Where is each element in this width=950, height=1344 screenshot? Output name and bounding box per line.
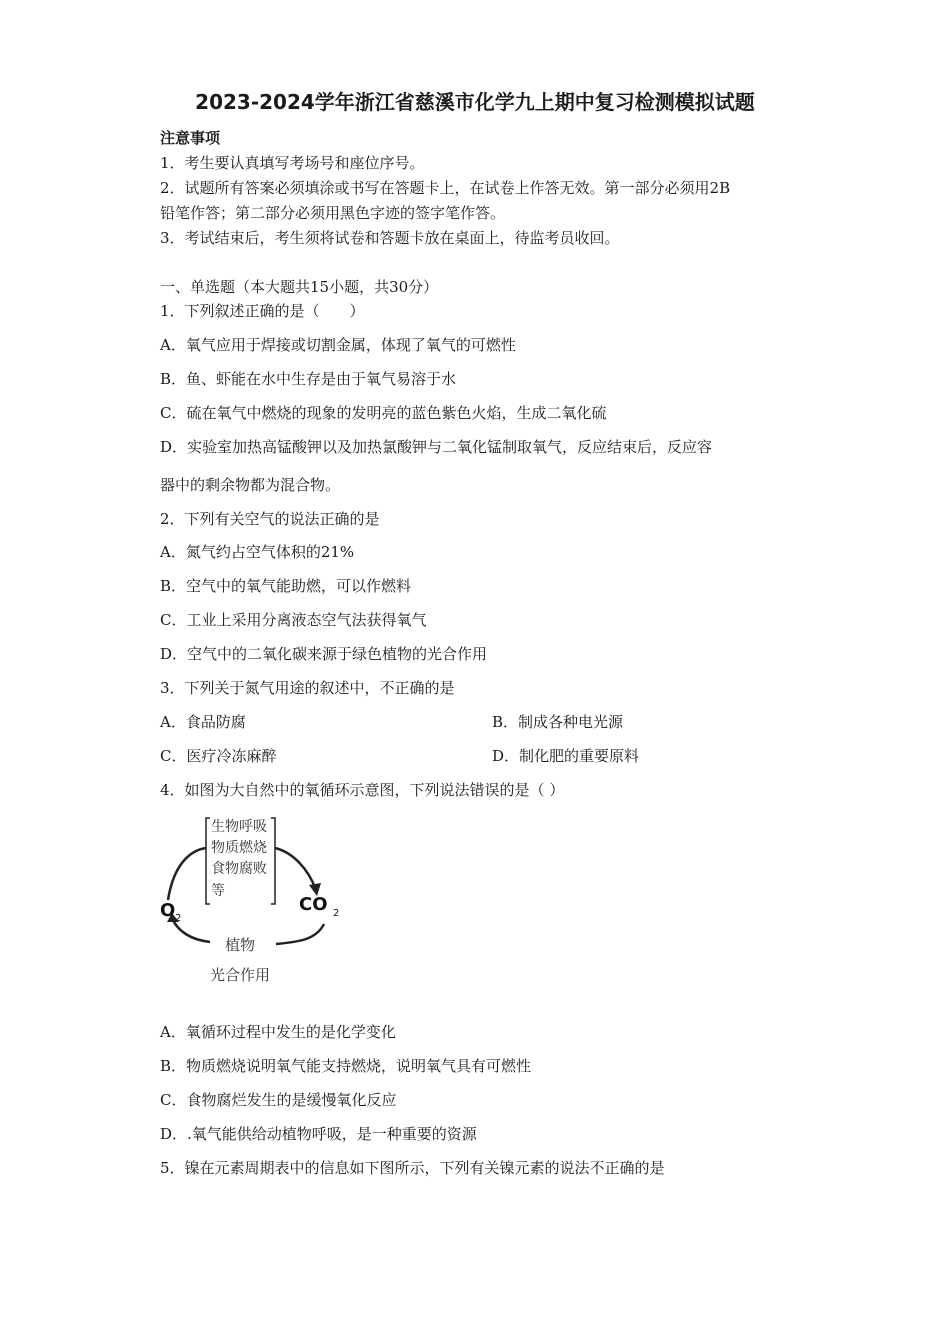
q2-option-d: D．空气中的二氧化碳来源于绿色植物的光合作用 xyxy=(160,645,488,663)
q4-stem: 4．如图为大自然中的氧循环示意图，下列说法错误的是（ ） xyxy=(160,781,565,799)
q4-option-d: D．.氧气能供给动植物呼吸，是一种重要的资源 xyxy=(160,1125,477,1143)
diagram-co2-label: CO xyxy=(299,894,328,915)
notice-item-1: 1．考生要认真填写考场号和座位序号。 xyxy=(160,154,425,172)
diagram-plant-label: 植物 xyxy=(225,936,256,954)
upper-left-arc xyxy=(168,848,206,900)
q4-option-b: B．物质燃烧说明氧气能支持燃烧，说明氧气具有可燃性 xyxy=(160,1057,532,1075)
section-heading: 一、单选题（本大题共15小题，共30分） xyxy=(160,278,439,296)
q4-option-a: A．氧循环过程中发生的是化学变化 xyxy=(160,1023,396,1041)
lower-right-arc xyxy=(276,924,324,944)
diagram-top-item-4: 等 xyxy=(211,883,225,899)
q1-option-b: B．鱼、虾能在水中生存是由于氧气易溶于水 xyxy=(160,370,457,388)
notice-item-2: 2．试题所有答案必须填涂或书写在答题卡上，在试卷上作答无效。第一部分必须用2B xyxy=(160,179,731,197)
q2-option-b: B．空气中的氧气能助燃，可以作燃料 xyxy=(160,577,412,595)
q2-stem: 2．下列有关空气的说法正确的是 xyxy=(160,510,380,528)
upper-right-arc xyxy=(275,848,316,890)
q1-option-a: A．氧气应用于焊接或切割金属，体现了氧气的可燃性 xyxy=(160,336,516,354)
q1-option-d-cont: 器中的剩余物都为混合物。 xyxy=(160,476,341,494)
q3-option-c: C．医疗冷冻麻醉 xyxy=(160,747,277,765)
q4-option-c: C．食物腐烂发生的是缓慢氧化反应 xyxy=(160,1091,397,1109)
diagram-top-item-3: 食物腐败 xyxy=(211,861,267,877)
diagram-o2-sub: 2 xyxy=(175,913,182,924)
q5-stem: 5．镍在元素周期表中的信息如下图所示，下列有关镍元素的说法不正确的是 xyxy=(160,1159,665,1177)
q3-option-b: B．制成各种电光源 xyxy=(492,713,624,731)
diagram-top-item-2: 物质燃烧 xyxy=(211,840,267,856)
notice-heading: 注意事项 xyxy=(160,129,221,147)
diagram-photosynthesis-label: 光合作用 xyxy=(210,966,271,984)
page-title: 2023-2024学年浙江省慈溪市化学九上期中复习检测模拟试题 xyxy=(195,90,755,114)
q3-option-a: A．食品防腐 xyxy=(160,713,246,731)
oxygen-cycle-diagram xyxy=(158,812,358,992)
q1-stem: 1．下列叙述正确的是（ ） xyxy=(160,302,365,320)
q3-stem: 3．下列关于氮气用途的叙述中，不正确的是 xyxy=(160,679,455,697)
diagram-o2-label: O xyxy=(160,900,176,921)
q1-option-d: D．实验室加热高锰酸钾以及加热氯酸钾与二氧化锰制取氧气，反应结束后，反应容 xyxy=(160,438,713,456)
diagram-top-item-1: 生物呼吸 xyxy=(211,819,267,835)
q1-option-c: C．硫在氧气中燃烧的现象的发明亮的蓝色紫色火焰，生成二氧化硫 xyxy=(160,404,607,422)
q2-option-c: C．工业上采用分离液态空气法获得氧气 xyxy=(160,611,427,629)
q3-option-d: D．制化肥的重要原料 xyxy=(492,747,640,765)
notice-item-2-cont: 铅笔作答；第二部分必须用黑色字迹的签字笔作答。 xyxy=(160,204,506,222)
notice-item-3: 3．考试结束后，考生须将试卷和答题卡放在桌面上，待监考员收回。 xyxy=(160,229,620,247)
diagram-co2-sub: 2 xyxy=(333,908,340,919)
q2-option-a: A．氮气约占空气体积的21% xyxy=(160,543,355,561)
